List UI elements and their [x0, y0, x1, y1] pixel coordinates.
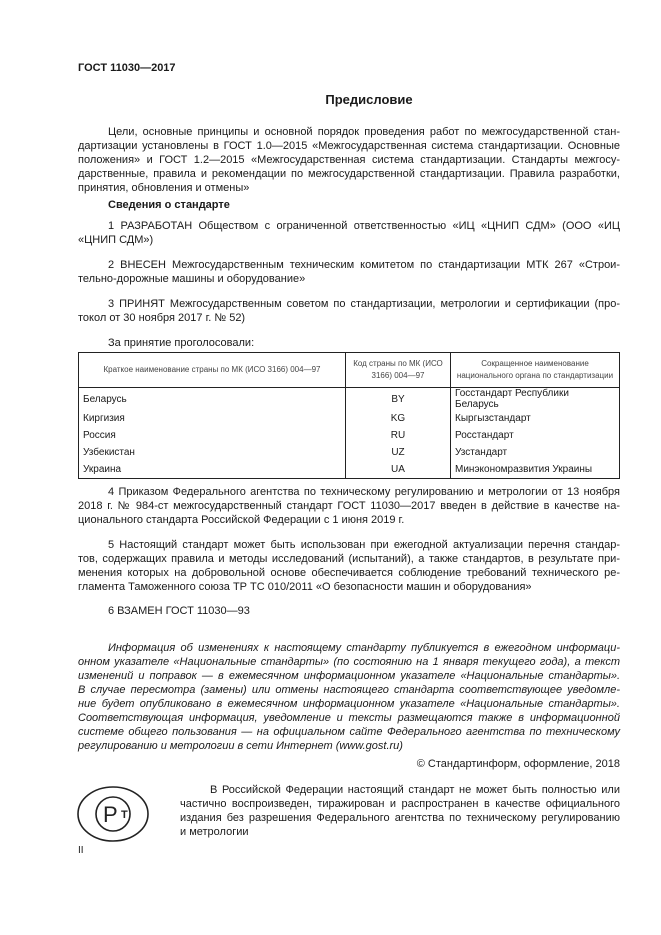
text-line: регулированию и метрологии в сети Интернет (www.gost.ru) [78, 740, 403, 752]
table-row [79, 461, 620, 479]
text-line: гламента Таможенного союза ТР ТС 010/2011 «О безопасности машин и оборудования» [78, 581, 532, 593]
text-line: 5 Настоящий стандарт может быть использован при ежегодной актуализации перечня стандар- [108, 539, 620, 551]
text-line: частично воспроизведен, тиражирован и распространен в качестве официального [180, 798, 620, 810]
text-line: принятия, обновления и отмены» [78, 182, 250, 194]
text-line: системе общего пользования — на официальном сайте Федерального агентства по техническому [78, 726, 620, 738]
cell-body: Кыргызстандарт [451, 410, 620, 427]
cell-body: Узстандарт [451, 444, 620, 461]
text-line: Информация об изменениях к настоящему стандарту публикуется в ежегодном информаци- [108, 642, 620, 654]
intro-paragraph [78, 125, 620, 195]
col-header-country: Краткое наименование страны по МК (ИСО 3166) 004—97 [79, 353, 346, 388]
text-line: дарственные, правила и рекомендации по межгосударственной стандартизации. Правила разработки, [78, 168, 620, 180]
cell-country: Беларусь [79, 388, 346, 411]
text-line: Соответствующая информация, уведомление и тексты размещаются также в информационной [78, 712, 620, 724]
text-line: 2 ВНЕСЕН Межгосударственным техническим комитетом по стандартизации МТК 267 «Строи- [108, 259, 620, 271]
item-2 [78, 258, 620, 286]
text-line: менения которых на добровольной основе обеспечивается соблюдение требований технического ре- [78, 567, 620, 579]
cell-code: KG [346, 410, 451, 427]
col-header-code: Код страны по МК (ИСО 3166) 004—97 [346, 353, 451, 388]
cell-code: UA [346, 461, 451, 479]
cell-country: Украина [79, 461, 346, 479]
table-row [79, 410, 620, 427]
text-line: издания без разрешения Федерального агентства по техническому регулированию [180, 812, 620, 824]
text-line: тов, содержащих правила и методы исследований (испытаний), а также стандартов, в результате при- [78, 553, 620, 565]
section-heading: Сведения о стандарте [108, 199, 230, 211]
text-line: В Российской Федерации настоящий стандарт не может быть полностью или [210, 784, 620, 796]
cell-country: Киргизия [79, 410, 346, 427]
cell-country: Узбекистан [79, 444, 346, 461]
rights-notice [180, 783, 620, 839]
page-title: Предисловие [325, 92, 413, 107]
vote-label: За принятие проголосовали: [108, 337, 255, 349]
text-line: ционального стандарта Российской Федерации с 1 июня 2019 г. [78, 514, 405, 526]
cell-body: Росстандарт [451, 427, 620, 444]
text-line: В случае пересмотра (замены) или отмены настоящего стандарта соответствующее уведомле- [78, 684, 620, 696]
text-line: 4 Приказом Федерального агентства по техническому регулированию и метрологии от 13 ноября [108, 486, 620, 498]
text-line: онном указателе «Национальные стандарты» (по состоянию на 1 января текущего года), а текст [78, 656, 620, 668]
cell-country: Россия [79, 427, 346, 444]
cell-code: UZ [346, 444, 451, 461]
table-row [79, 427, 620, 444]
item-1 [78, 219, 620, 247]
table-row [79, 388, 620, 411]
text-line: 3 ПРИНЯТ Межгосударственным советом по стандартизации, метрологии и сертификации (про- [108, 298, 620, 310]
voting-table [78, 352, 620, 479]
copyright: © Стандартинформ, оформление, 2018 [416, 758, 620, 770]
page-number: II [78, 845, 84, 856]
cell-code: RU [346, 427, 451, 444]
gost-logo [76, 785, 150, 843]
item-3 [78, 297, 620, 325]
item-6: 6 ВЗАМЕН ГОСТ 11030—93 [108, 605, 250, 617]
cell-body: Госстандарт Республики Беларусь [451, 388, 620, 411]
svg-text:P: P [103, 802, 118, 827]
text-line: 2018 г. № 984-ст межгосударственный стандарт ГОСТ 11030—2017 введен в действие в качестве на- [78, 500, 620, 512]
cell-code: BY [346, 388, 451, 411]
text-line: изменений и поправок — в ежемесячном информационном указателе «Национальные стандарты». [78, 670, 620, 682]
info-notice [78, 641, 620, 753]
item-4 [78, 485, 620, 527]
text-line: и метрологии [180, 826, 249, 838]
text-line: токол от 30 ноября 2017 г. № 52) [78, 312, 246, 324]
text-line: положения» и ГОСТ 1.2—2015 «Межгосударственная система стандартизации. Стандарты межгосу- [78, 154, 620, 166]
text-line: Цели, основные принципы и основной порядок проведения работ по межгосударственной стан- [108, 126, 620, 138]
col-header-body: Сокращенное наименование национального органа по стандартизации [451, 353, 620, 388]
doc-code-header: ГОСТ 11030—2017 [78, 62, 176, 74]
cell-body: Минэкономразвития Украины [451, 461, 620, 479]
text-line: 1 РАЗРАБОТАН Обществом с ограниченной ответственностью «ИЦ «ЦНИП СДМ» (ООО «ИЦ [108, 220, 620, 232]
item-5 [78, 538, 620, 594]
text-line: ние будет опубликовано в ежемесячном информационном указателе «Национальные стандарты». [78, 698, 620, 710]
text-line: тельно-дорожные машины и оборудование» [78, 273, 306, 285]
table-row [79, 444, 620, 461]
text-line: «ЦНИП СДМ») [78, 234, 154, 246]
svg-text:T: T [121, 809, 128, 821]
text-line: дартизации установлены в ГОСТ 1.0—2015 «Межгосударственная система стандартизации. Основные [78, 140, 620, 152]
